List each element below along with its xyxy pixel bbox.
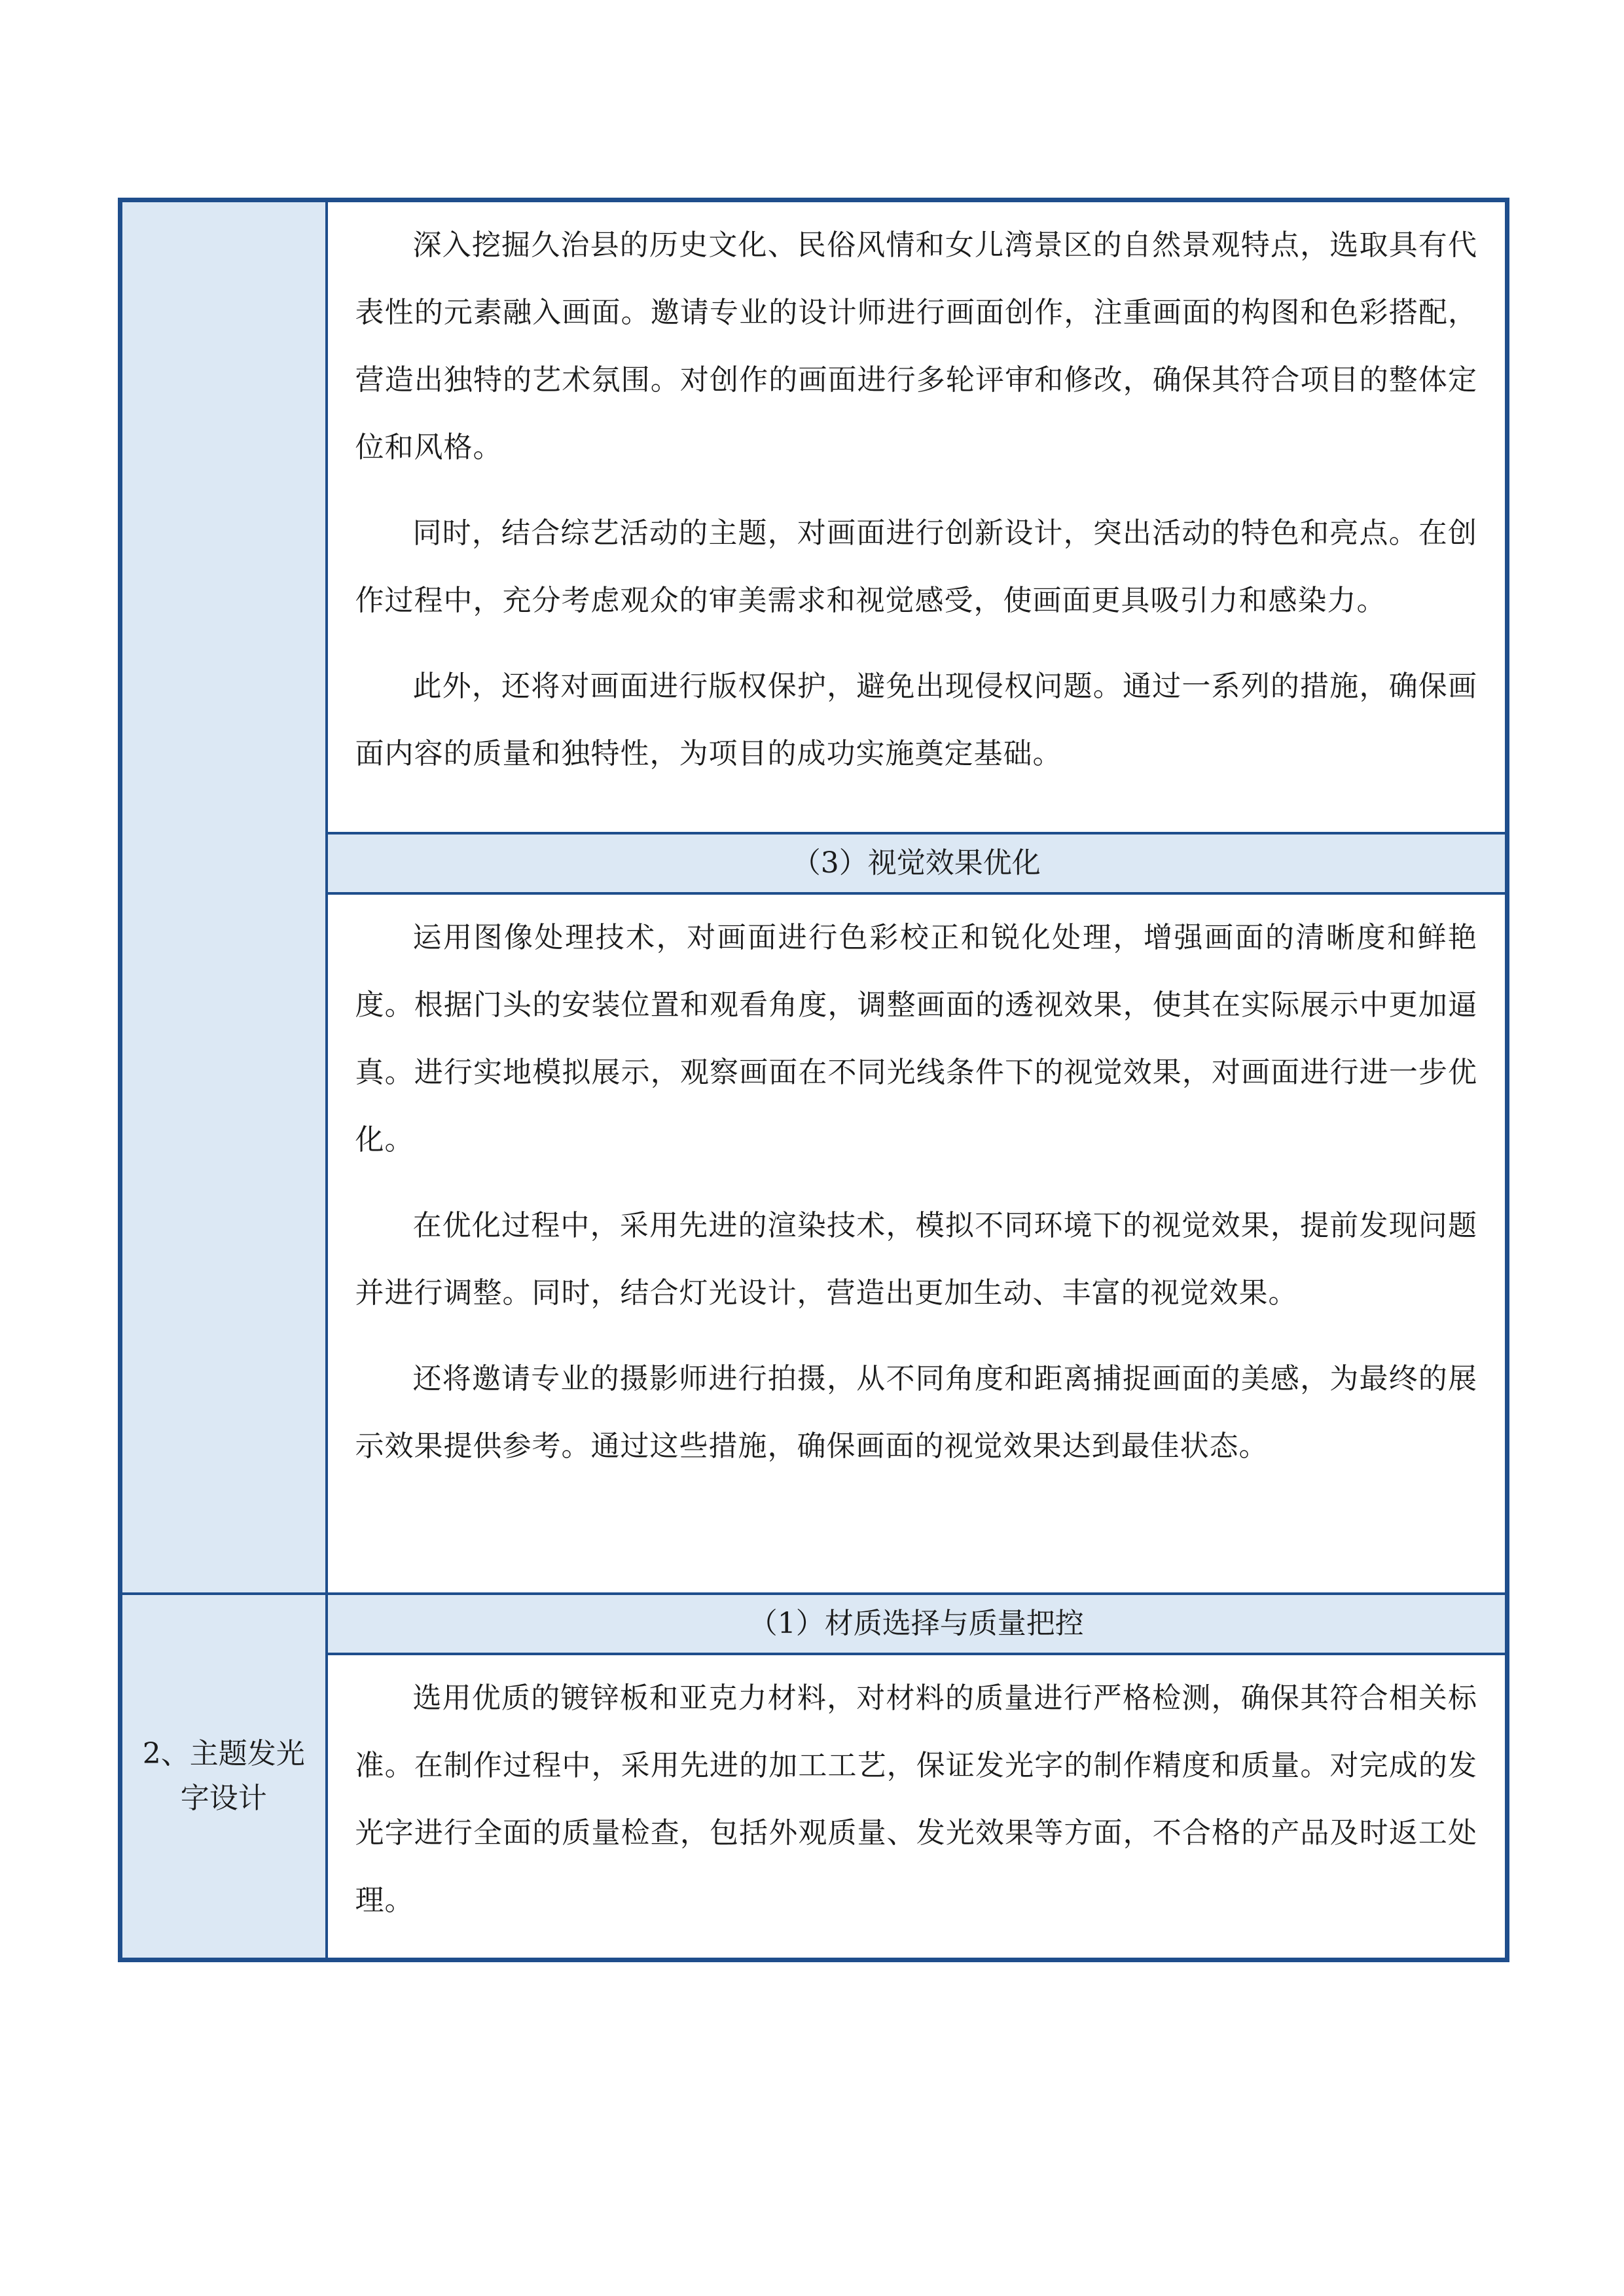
- section-label-cell-empty: [120, 200, 327, 1594]
- paragraph: 深入挖掘久治县的历史文化、民俗风情和女儿湾景区的自然景观特点，选取具有代表性的元素融入画面。邀请专业的设计师进行画面创作，注重画面的构图和色彩搭配，营造出独特的艺术氛围。对创作的画面进行多轮评审和修改，确保其符合项目的整体定位和风格。: [355, 228, 1477, 464]
- content-cell-creation: [327, 200, 1507, 834]
- paragraph: 还将邀请专业的摄影师进行拍摄，从不同角度和距离捕捉画面的美感，为最终的展示效果提供参考。通过这些措施，确保画面的视觉效果达到最佳状态。: [355, 1362, 1477, 1463]
- paragraph: 在优化过程中，采用先进的渲染技术，模拟不同环境下的视觉效果，提前发现问题并进行调整。同时，结合灯光设计，营造出更加生动、丰富的视觉效果。: [355, 1209, 1477, 1310]
- subheader-material-selection: （1）材质选择与质量把控: [327, 1594, 1507, 1654]
- paragraph: 运用图像处理技术，对画面进行色彩校正和锐化处理，增强画面的清晰度和鲜艳度。根据门头的安装位置和观看角度，调整画面的透视效果，使其在实际展示中更加逼真。进行实地模拟展示，观察画面在不同光线条件下的视觉效果，对画面进行进一步优化。: [355, 921, 1477, 1157]
- table-row: [120, 893, 1507, 1594]
- paragraph: 此外，还将对画面进行版权保护，避免出现侵权问题。通过一系列的措施，确保画面内容的质量和独特性，为项目的成功实施奠定基础。: [355, 670, 1477, 770]
- subheader-visual-optimization: （3）视觉效果优化: [327, 833, 1507, 893]
- section-label-luminous-letters: 2、主题发光字设计: [120, 1594, 327, 1960]
- paragraph: 同时，结合综艺活动的主题，对画面进行创新设计，突出活动的特色和亮点。在创作过程中，充分考虑观众的审美需求和视觉感受，使画面更具吸引力和感染力。: [355, 516, 1477, 617]
- paragraph: 选用优质的镀锌板和亚克力材料，对材料的质量进行严格检测，确保其符合相关标准。在制作过程中，采用先进的加工工艺，保证发光字的制作精度和质量。对完成的发光字进行全面的质量检查，包括外观质量、发光效果等方面，不合格的产品及时返工处理。: [355, 1681, 1477, 1917]
- content-cell-visual-optimization: [327, 893, 1507, 1594]
- content-table: [118, 198, 1509, 1962]
- table-row: [120, 1594, 1507, 1654]
- content-cell-material-selection: [327, 1654, 1507, 1960]
- table-row: [120, 200, 1507, 834]
- table-row: [120, 1654, 1507, 1960]
- table-row: [120, 833, 1507, 893]
